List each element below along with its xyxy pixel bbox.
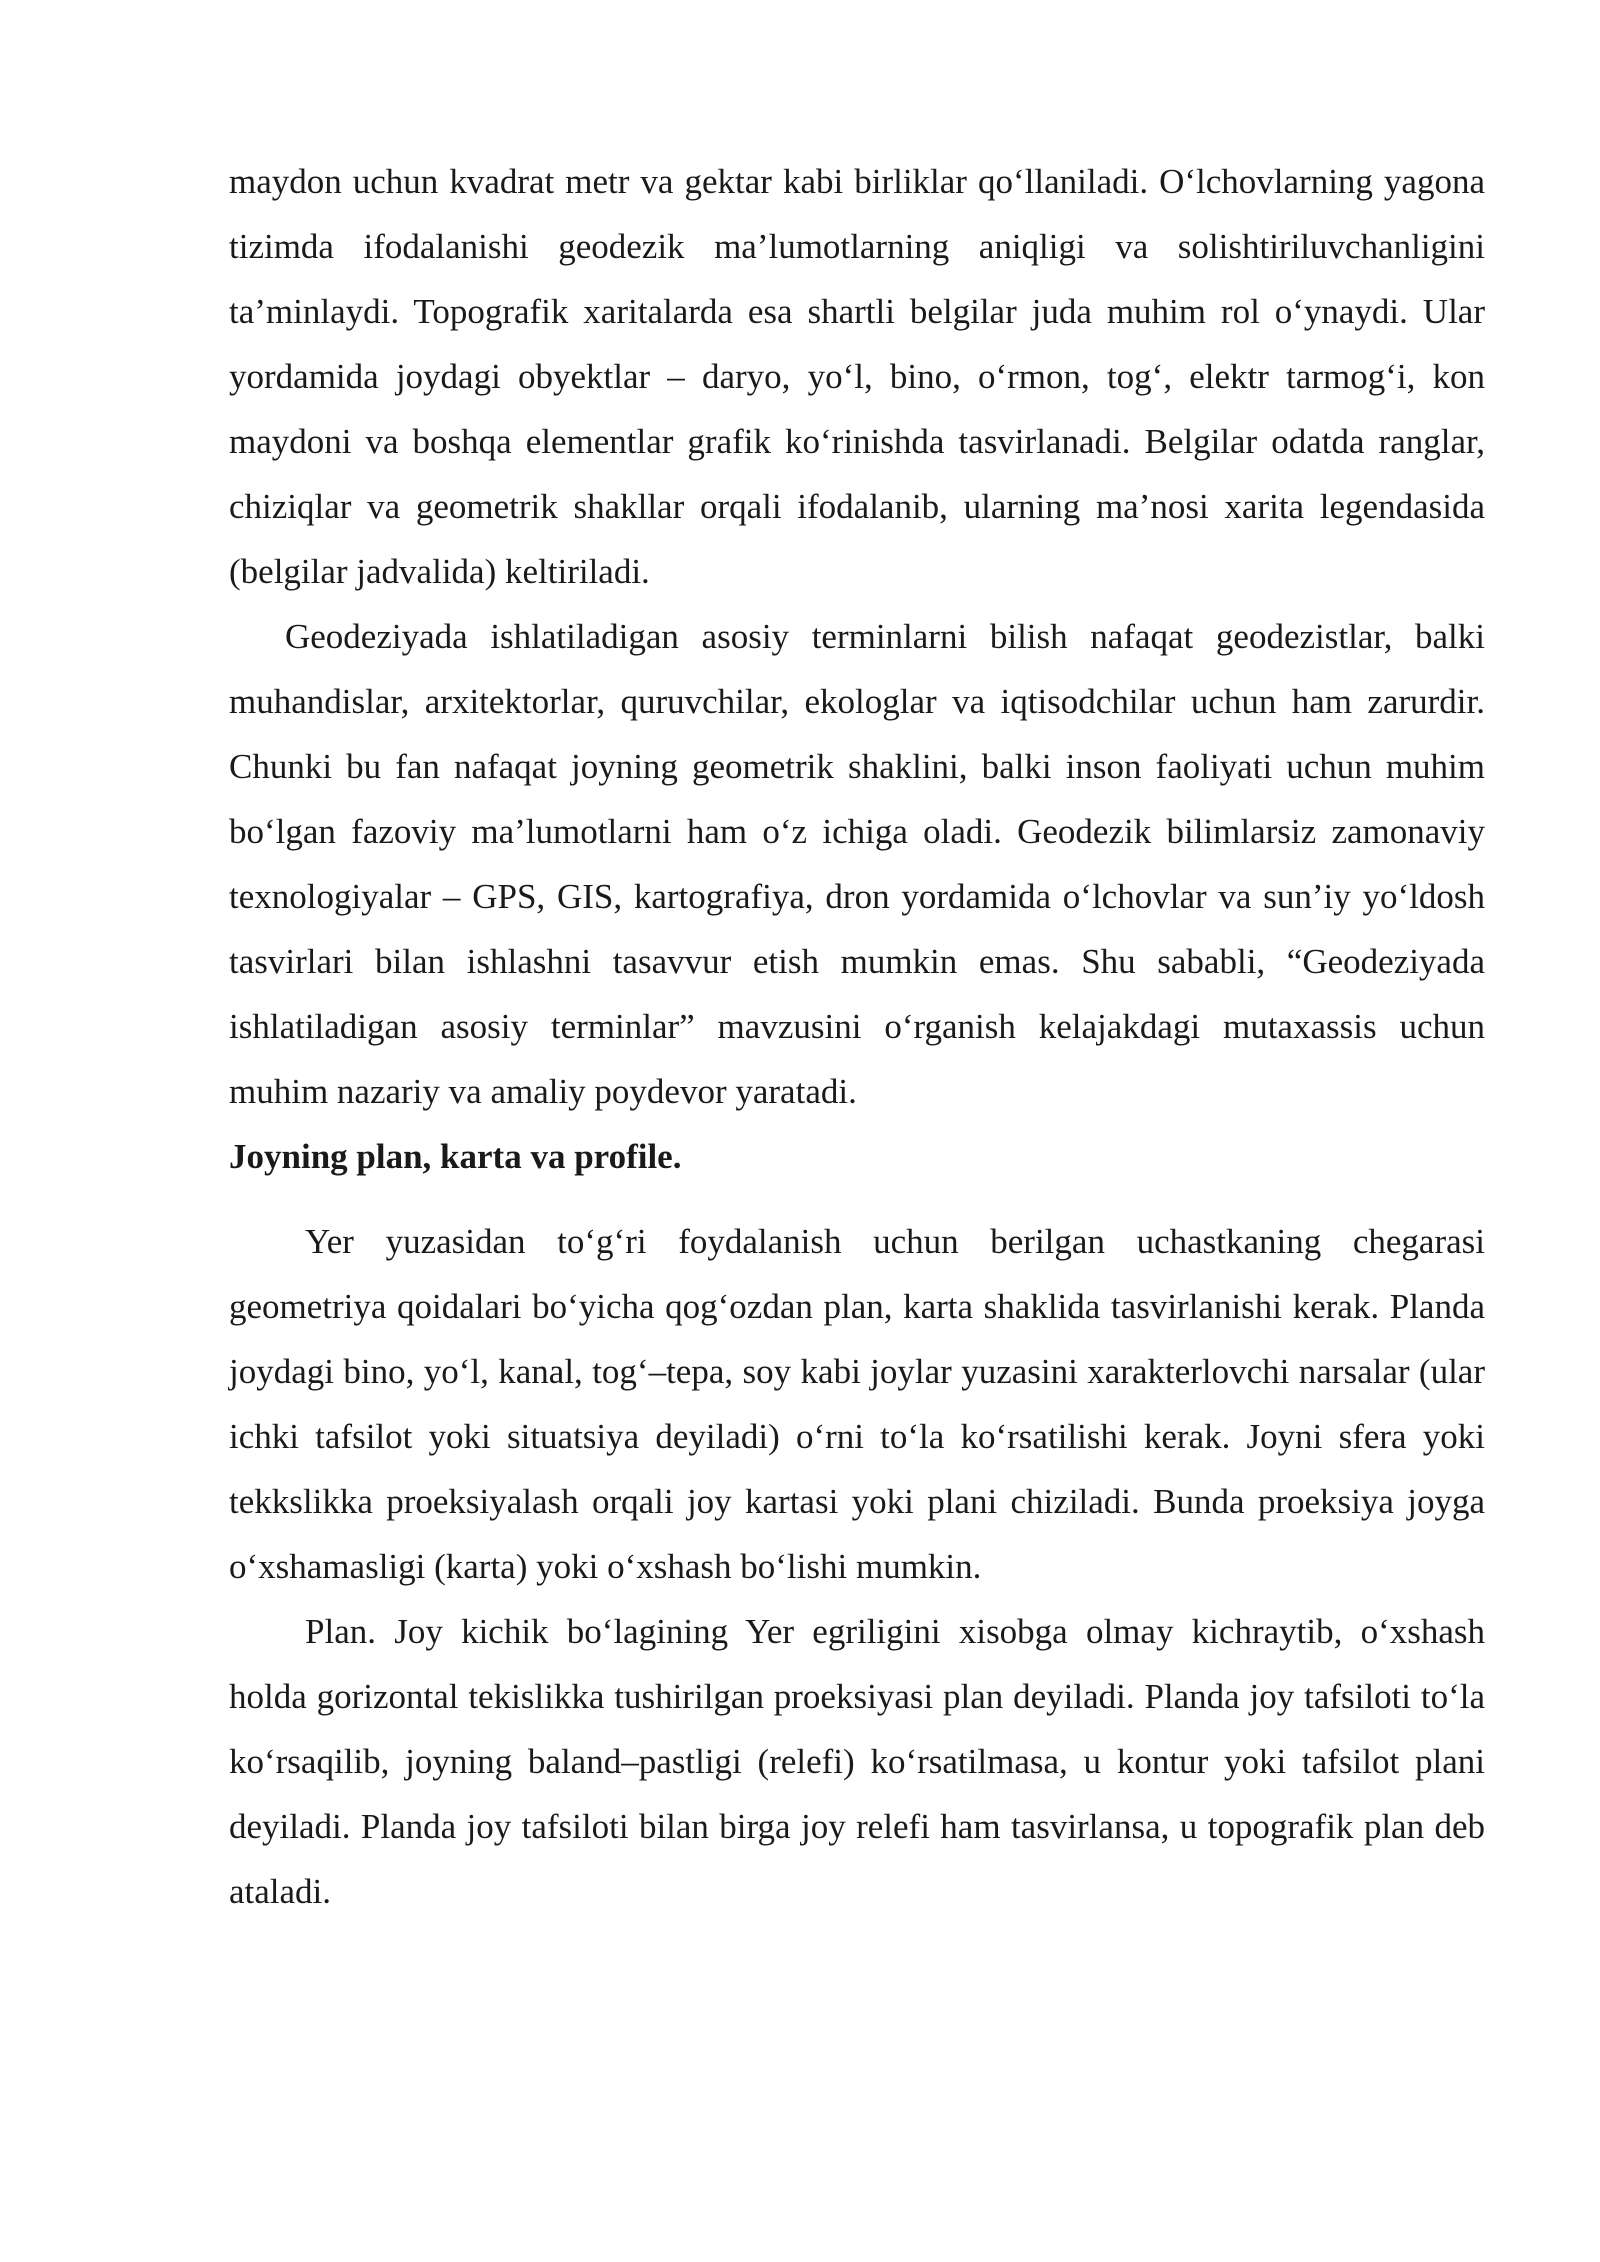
paragraph-measurement-units: maydon uchun kvadrat metr va gektar kabi birliklar qo‘llaniladi. O‘lchovlarning yagona tizimda ifodalanishi geodezik ma’lumotlarning aniqligi va solishtiriluvchanligini ta’minlaydi. Topografik xaritalarda esa shartli belgilar juda muhim rol o‘ynaydi. Ular yordamida joydagi obyektlar – daryo, yo‘l, bino, o‘rmon, tog‘, elektr tarmog‘i, kon maydoni va boshqa elementlar grafik ko‘rinishda tasvirlanadi. Belgilar odatda ranglar, chiziqlar va geometrik shakllar orqali ifodalanib, ularning ma’nosi xarita legendasida (belgilar jadvalida) keltiriladi.: [229, 162, 1485, 591]
paragraph-plan-definition: Plan. Joy kichik bo‘lagining Yer egriligini xisobga olmay kichraytib, o‘xshash holda gorizontal tekislikka tushirilgan proeksiyasi plan deyiladi. Planda joy tafsiloti to‘la ko‘rsaqilib, joyning baland–pastligi (relefi) ko‘rsatilmasa, u kontur yoki tafsilot plani deyiladi. Planda joy tafsiloti bilan birga joy relefi ham tasvirlansa, u topografik plan deb ataladi.: [229, 1612, 1485, 1911]
section-heading: Joyning plan, karta va profile.: [229, 1137, 682, 1176]
text-column: [229, 149, 1485, 1924]
paragraph-geodesy-terms: Geodeziyada ishlatiladigan asosiy terminlarni bilish nafaqat geodezistlar, balki muhandislar, arxitektorlar, quruvchilar, ekologlar va iqtisodchilar uchun ham zarurdir. Chunki bu fan nafaqat joyning geometrik shaklini, balki inson faoliyati uchun muhim bo‘lgan fazoviy ma’lumotlarni ham o‘z ichiga oladi. Geodezik bilimlarsiz zamonaviy texnologiyalar – GPS, GIS, kartografiya, dron yordamida o‘lchovlar va sun’iy yo‘ldosh tasvirlari bilan ishlashni tasavvur etish mumkin emas. Shu sababli, “Geodeziyada ishlatiladigan asosiy terminlar” mavzusini o‘rganish kelajakdagi mutaxassis uchun muhim nazariy va amaliy poydevor yaratadi.: [229, 617, 1485, 1111]
paragraph-land-use: Yer yuzasidan to‘g‘ri foydalanish uchun berilgan uchastkaning chegarasi geometriya qoidalari bo‘yicha qog‘ozdan plan, karta shaklida tasvirlanishi kerak. Planda joydagi bino, yo‘l, kanal, tog‘–tepa, soy kabi joylar yuzasini xarakterlovchi narsalar (ular ichki tafsilot yoki situatsiya deyiladi) o‘rni to‘la ko‘rsatilishi kerak. Joyni sfera yoki tekkslikka proeksiyalash orqali joy kartasi yoki plani chiziladi. Bunda proeksiya joyga o‘xshamasligi (karta) yoki o‘xshash bo‘lishi mumkin.: [229, 1222, 1485, 1586]
